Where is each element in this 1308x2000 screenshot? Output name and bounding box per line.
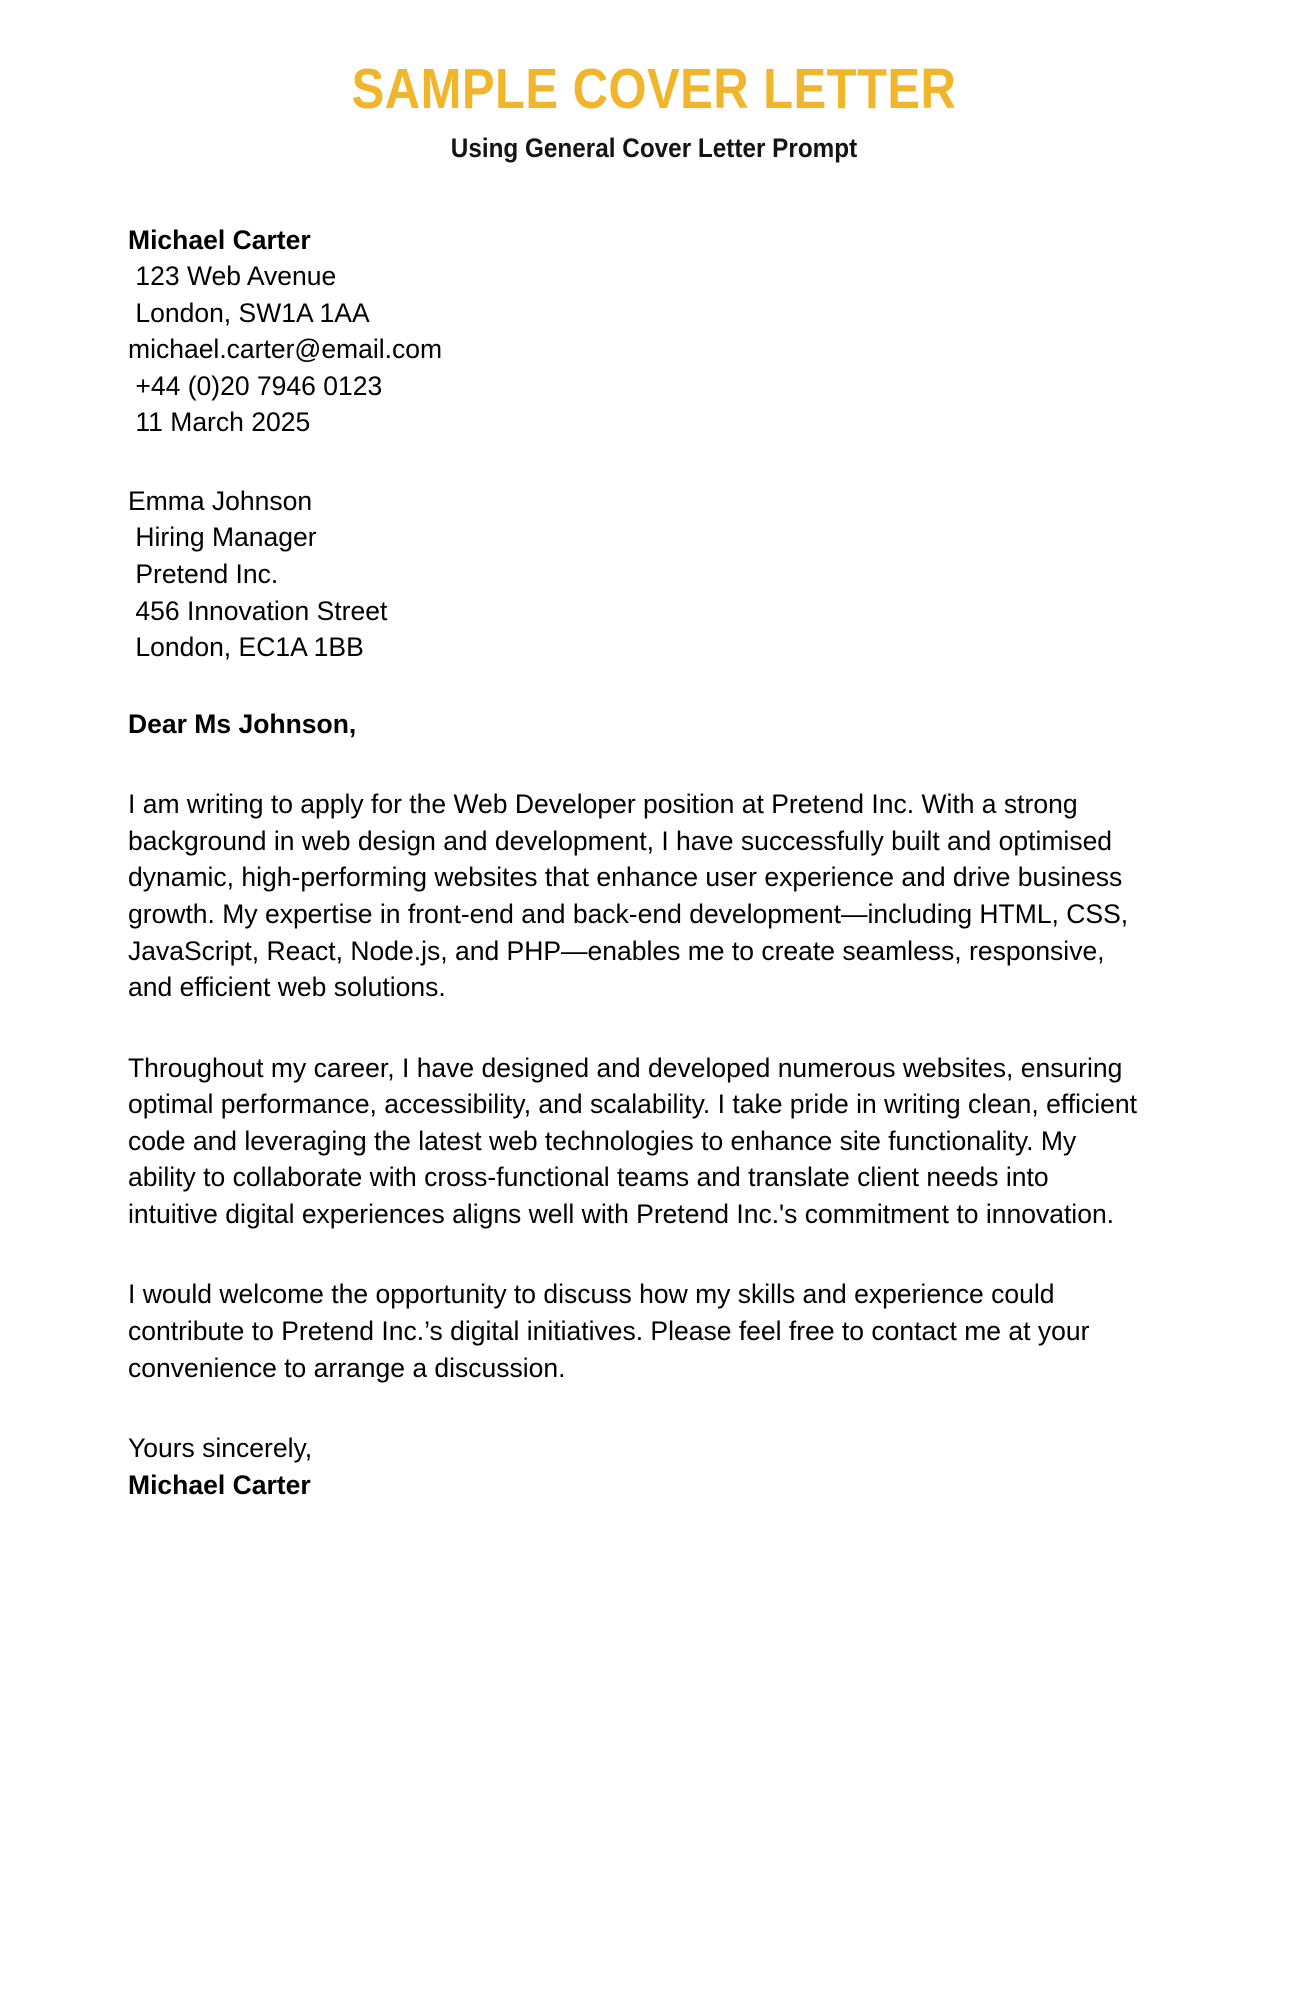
sender-address-block [128,222,1188,441]
salutation: Dear Ms Johnson, [128,708,357,739]
recipient-company: Pretend Inc. [128,559,279,590]
recipient-title: Hiring Manager [128,522,317,553]
body-paragraph-3: I would welcome the opportunity to discuss how my skills and experience could contribute to Pretend Inc.’s digital initiatives. Please feel free to contact me at your convenience to arrange a discussion. [128,1279,1090,1383]
closing-block [128,1430,1188,1503]
recipient-address-block [128,483,1188,666]
body-paragraph-1: I am writing to apply for the Web Developer position at Pretend Inc. With a strong background in web design and development, I have successfully built and optimised dynamic, high-performing websites that enhance user experience and drive business growth. My expertise in front-end and back-end development—including HTML, CSS, JavaScript, React, Node.js, and PHP—enables me to create seamless, responsive, and efficient web solutions. [128,789,1129,1003]
sender-phone: +44 (0)20 7946 0123 [128,370,383,401]
sender-address-line-1: 123 Web Avenue [128,261,337,292]
sender-email: michael.carter@email.com [128,334,443,365]
page-title: SAMPLE COVER LETTER [351,57,957,121]
recipient-address-line-2: London, EC1A 1BB [128,632,364,663]
signature-name: Michael Carter [128,1469,311,1500]
page-subtitle: Using General Cover Letter Prompt [450,132,858,163]
recipient-address-line-1: 456 Innovation Street [128,595,388,626]
sign-off: Yours sincerely, [128,1433,313,1464]
document-header [0,0,1308,164]
body-paragraph-2: Throughout my career, I have designed and developed numerous websites, ensuring optimal performance, accessibility, and scalability. I take pride in writing clean, efficient code and leveraging the latest web technologies to enhance site functionality. My ability to collaborate with cross-functional teams and translate client needs into intuitive digital experiences aligns well with Pretend Inc.'s commitment to innovation. [128,1052,1137,1229]
letter-body [0,164,1308,1504]
sender-name: Michael Carter [128,224,311,255]
sender-address-line-2: London, SW1A 1AA [128,297,370,328]
recipient-name: Emma Johnson [128,485,313,516]
letter-date: 11 March 2025 [128,407,311,438]
